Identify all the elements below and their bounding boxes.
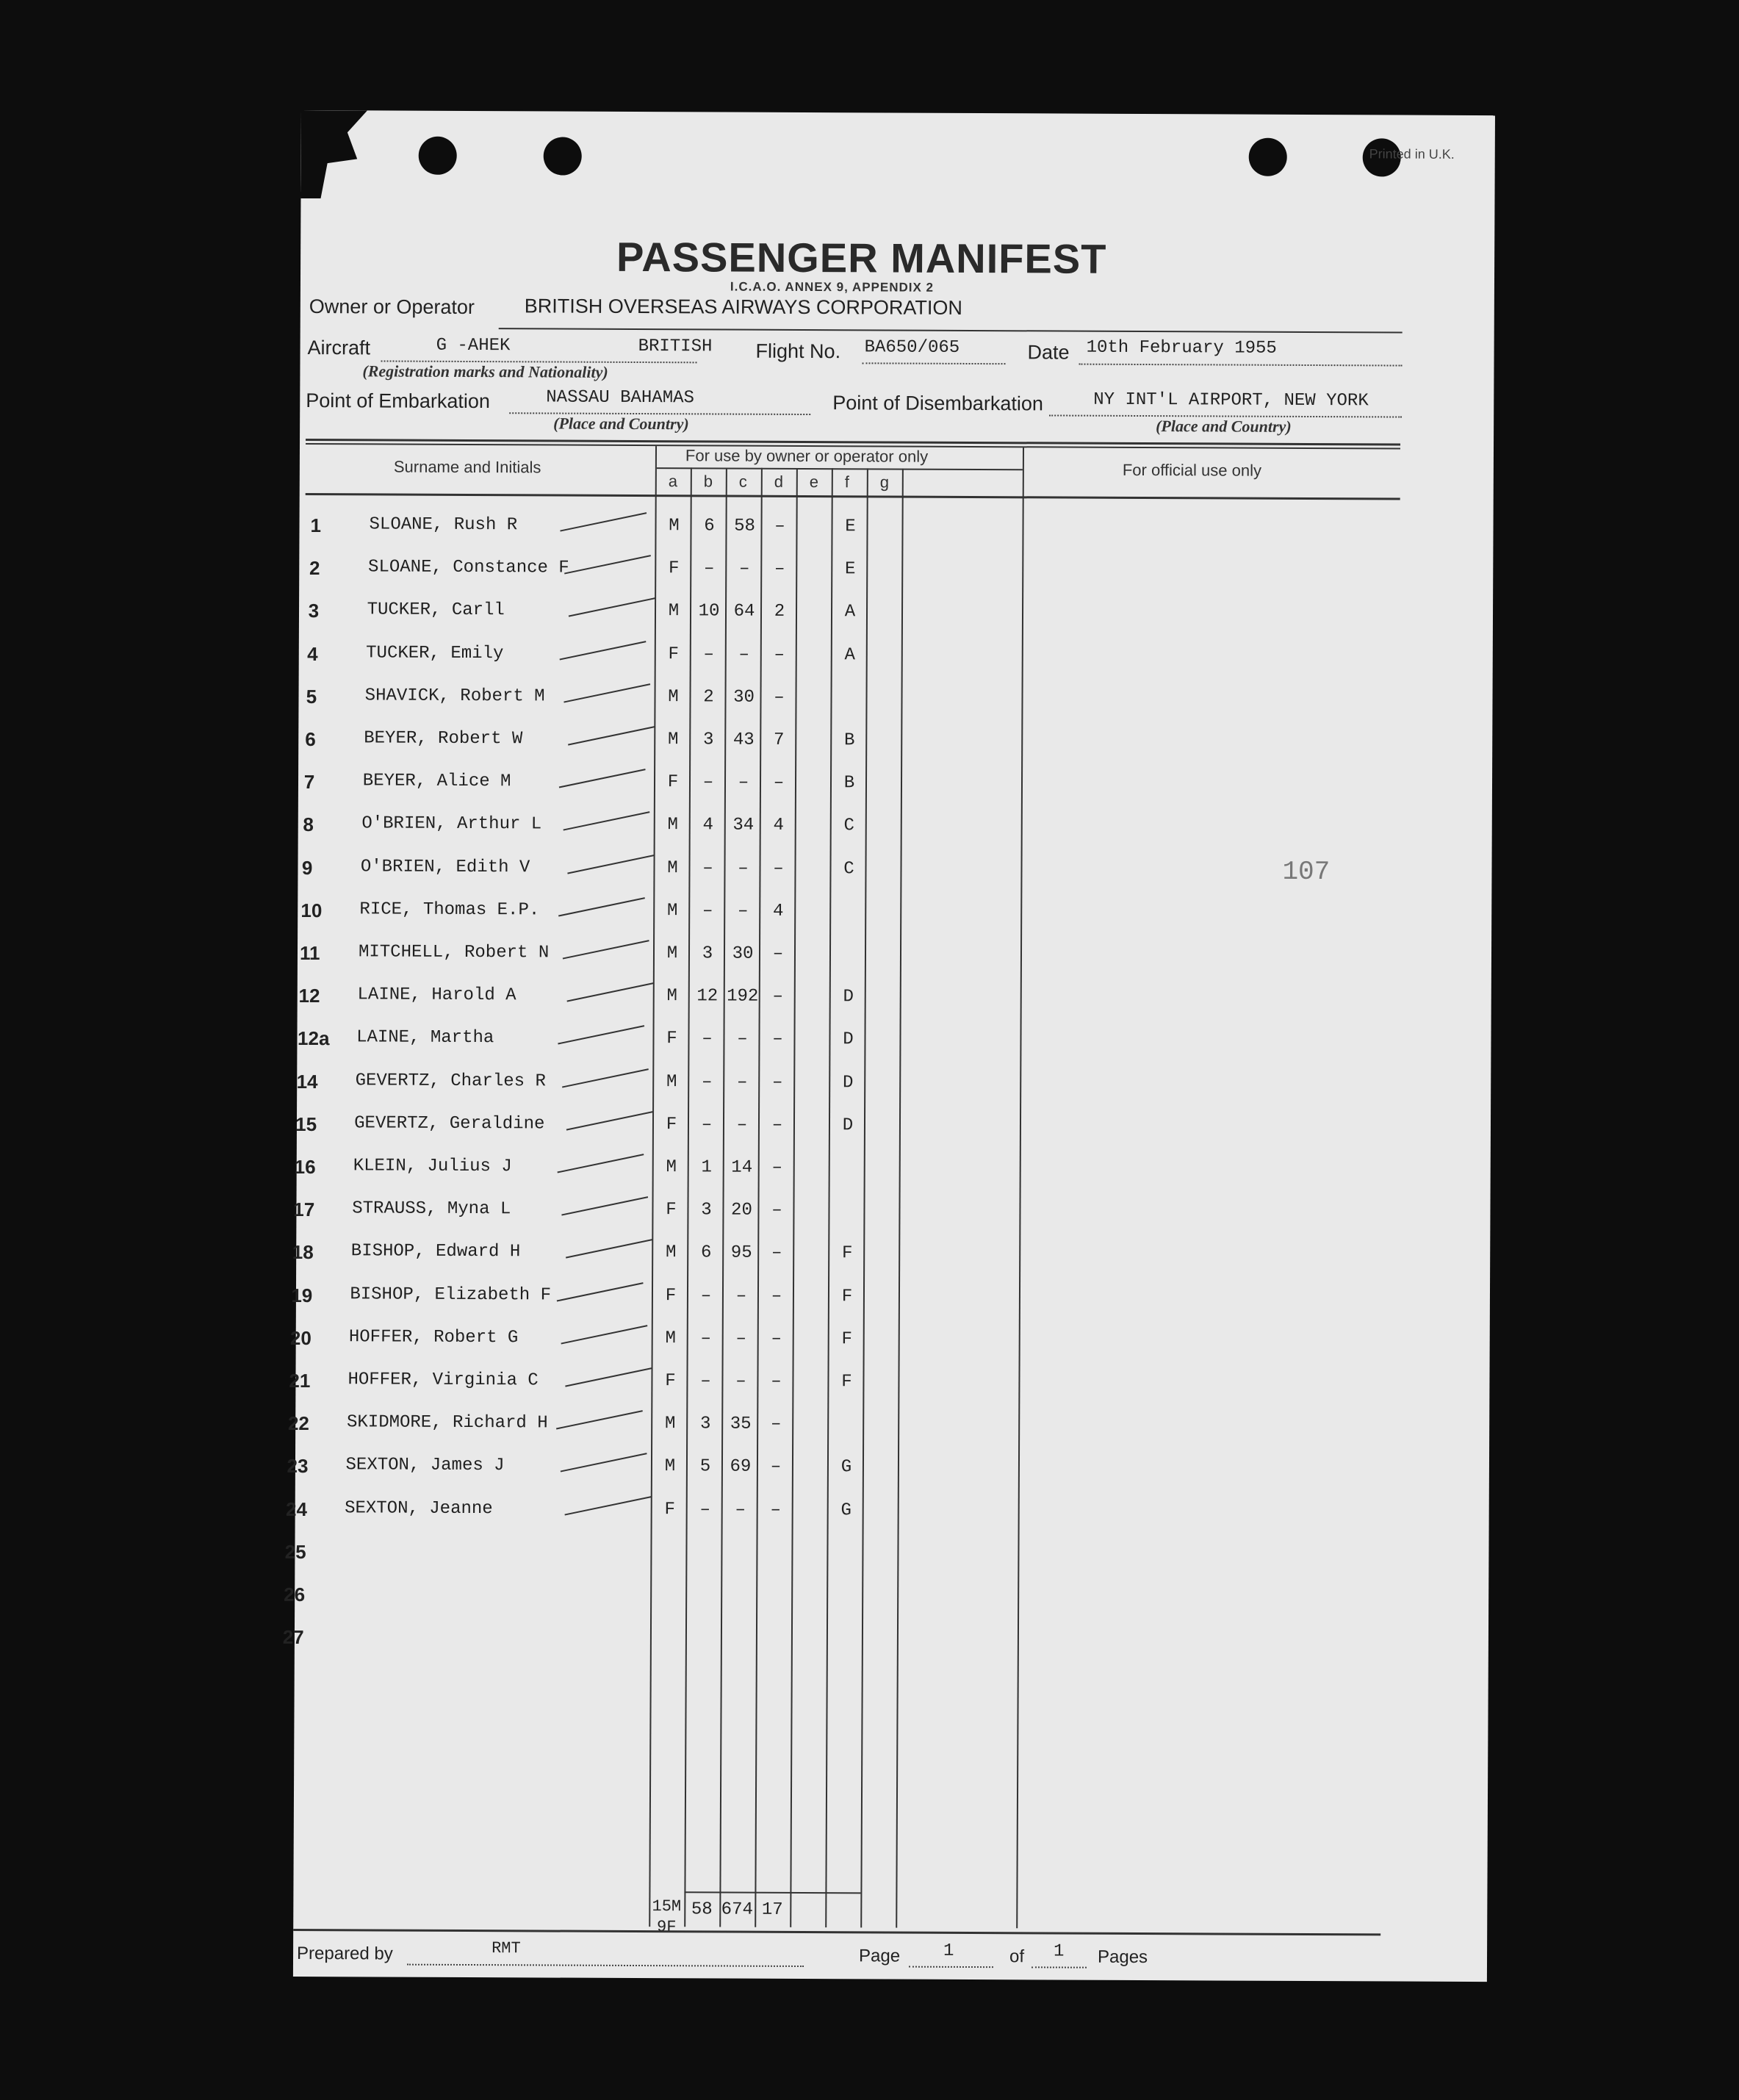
cell-c: – <box>736 1115 748 1135</box>
cell-c: 192 <box>727 986 759 1007</box>
cell-a: F <box>666 1200 677 1220</box>
cell-a: M <box>665 1243 677 1263</box>
cell-c: 43 <box>732 730 755 750</box>
cell-c: – <box>738 644 750 665</box>
punch-hole <box>419 137 457 175</box>
cell-a: F <box>666 1029 677 1049</box>
cell-a: M <box>666 900 678 921</box>
disembark-label: Point of Disembarkation <box>832 392 1043 415</box>
cell-c: – <box>735 1371 746 1392</box>
row-number: 22 <box>287 1412 310 1435</box>
punch-hole <box>544 137 582 175</box>
date-label: Date <box>1027 341 1070 364</box>
embark-value: NASSAU BAHAMAS <box>546 387 694 409</box>
passenger-name: LAINE, Harold A <box>357 985 516 1006</box>
passenger-name: SLOANE, Constance F <box>368 557 569 578</box>
row-number: 25 <box>284 1540 306 1563</box>
cell-b: 6 <box>704 516 715 536</box>
cell-a: M <box>667 857 678 878</box>
row-number: 1 <box>310 514 322 537</box>
of-label: of <box>1009 1946 1025 1967</box>
passenger-name: O'BRIEN, Arthur L <box>361 813 542 835</box>
cell-b: 12 <box>696 986 719 1007</box>
cell-a: F <box>664 1499 675 1520</box>
row-number: 26 <box>284 1583 306 1606</box>
cell-d: – <box>772 1029 783 1050</box>
cell-c: 58 <box>734 516 756 536</box>
cell-f: E <box>845 517 856 537</box>
check-mark <box>564 812 650 831</box>
cell-f: F <box>841 1329 852 1350</box>
row-number: 20 <box>289 1326 312 1349</box>
check-mark <box>560 641 647 660</box>
cell-a: M <box>666 986 678 1007</box>
passenger-name: TUCKER, Carll <box>367 600 505 621</box>
official-stamp: 107 <box>1282 856 1331 888</box>
embark-label: Point of Embarkation <box>306 389 490 413</box>
cell-d: – <box>771 1200 782 1221</box>
flight-label: Flight No. <box>755 339 841 363</box>
cell-b: – <box>701 1071 713 1093</box>
cell-a: M <box>665 1328 676 1349</box>
row-number: 10 <box>300 899 323 921</box>
cell-b: 3 <box>701 1200 712 1220</box>
cell-f: D <box>842 1115 854 1136</box>
cell-b: – <box>702 901 713 921</box>
cell-c: 20 <box>731 1200 752 1220</box>
cell-c: 35 <box>730 1414 752 1434</box>
cell-a: F <box>668 644 680 664</box>
cell-b: 5 <box>699 1456 711 1477</box>
cell-f: G <box>840 1457 852 1478</box>
check-mark <box>557 1154 644 1173</box>
cell-d: – <box>770 1414 782 1435</box>
cell-c: 69 <box>730 1456 752 1478</box>
passenger-name: GEVERTZ, Geraldine <box>354 1113 545 1134</box>
cell-b: – <box>702 1029 713 1049</box>
torn-corner <box>300 110 367 198</box>
prepared-label: Prepared by <box>296 1943 393 1964</box>
cell-d: – <box>771 1286 782 1306</box>
passenger-name: KLEIN, Julius J <box>353 1156 512 1177</box>
cell-a: M <box>666 943 678 964</box>
row-number: 15 <box>295 1112 317 1135</box>
cell-c: – <box>737 901 749 921</box>
cell-a: F <box>667 772 679 793</box>
passenger-name: SEXTON, James J <box>345 1455 505 1476</box>
row-number: 4 <box>307 642 318 665</box>
cell-f: D <box>842 1072 854 1093</box>
column-letter-e: e <box>809 472 819 492</box>
cell-d: – <box>770 1500 781 1520</box>
passenger-name: TUCKER, Emily <box>366 642 504 664</box>
check-mark <box>561 1196 648 1215</box>
owner-label: Owner or Operator <box>309 295 475 319</box>
total-c: 674 <box>721 1899 753 1920</box>
cell-f: G <box>840 1500 852 1520</box>
cell-c: 30 <box>733 687 755 708</box>
passenger-name: LAINE, Martha <box>356 1027 494 1049</box>
cell-f: D <box>843 987 854 1007</box>
column-letter-c: c <box>738 472 747 491</box>
cell-a: M <box>668 730 679 750</box>
passenger-name: STRAUSS, Myna L <box>352 1198 511 1220</box>
cell-c: 95 <box>730 1243 752 1264</box>
cell-c: 64 <box>733 601 755 622</box>
owner-value: BRITISH OVERSEAS AIRWAYS CORPORATION <box>524 295 963 319</box>
total-d: 17 <box>761 1899 783 1920</box>
nationality-value: BRITISH <box>638 337 713 357</box>
check-mark <box>559 769 646 788</box>
cell-a: F <box>669 558 680 579</box>
date-value: 10th February 1955 <box>1086 337 1277 359</box>
cell-d: – <box>771 1072 783 1093</box>
aircraft-value: G -AHEK <box>436 335 511 356</box>
check-mark <box>565 1367 652 1387</box>
passenger-name: BISHOP, Elizabeth F <box>350 1284 552 1306</box>
check-mark <box>560 512 647 531</box>
column-letter-f: f <box>844 472 849 492</box>
cell-f: C <box>843 858 854 879</box>
printed-note: Printed in U.K. <box>1369 146 1455 162</box>
row-number: 23 <box>287 1455 309 1478</box>
cell-b: 6 <box>700 1243 712 1263</box>
cell-d: – <box>774 644 785 665</box>
cell-c: 14 <box>731 1157 753 1178</box>
cell-b: – <box>700 1285 712 1306</box>
check-mark <box>569 598 655 617</box>
cell-a: F <box>665 1371 676 1392</box>
check-mark <box>561 1453 647 1472</box>
name-column-header: Surname and Initials <box>393 457 541 477</box>
check-mark <box>567 982 654 1002</box>
cell-b: 3 <box>699 1414 711 1434</box>
check-mark <box>558 1026 644 1045</box>
passenger-name: SHAVICK, Robert M <box>364 686 545 707</box>
cell-b: 1 <box>701 1157 712 1178</box>
passenger-name: O'BRIEN, Edith V <box>360 856 530 877</box>
cell-d: – <box>771 1328 782 1349</box>
cell-f: C <box>843 816 855 836</box>
aircraft-caption: (Registration marks and Nationality) <box>362 362 608 381</box>
check-mark <box>558 897 645 916</box>
cell-c: 30 <box>732 943 754 964</box>
row-number: 21 <box>289 1369 311 1392</box>
cell-d: – <box>774 559 785 580</box>
cell-a: M <box>666 1071 677 1092</box>
column-letter-a: a <box>668 472 678 491</box>
cell-a: F <box>666 1114 677 1135</box>
cell-b: 4 <box>702 815 714 835</box>
passenger-name: RICE, Thomas E.P. <box>359 899 540 921</box>
passenger-name: SEXTON, Jeanne <box>345 1497 493 1519</box>
cell-d: – <box>772 986 784 1007</box>
embark-caption: (Place and Country) <box>553 414 689 434</box>
passenger-name: MITCHELL, Robert N <box>358 942 550 963</box>
check-mark <box>564 555 651 574</box>
cell-f: B <box>844 730 855 751</box>
row-number: 6 <box>305 728 316 751</box>
cell-c: 34 <box>732 815 755 836</box>
cell-b: – <box>702 857 713 879</box>
row-number: 7 <box>303 771 315 794</box>
row-number: 14 <box>296 1070 318 1093</box>
row-number: 9 <box>301 856 313 879</box>
total-a-line2: 9F <box>656 1918 677 1937</box>
cell-f: A <box>844 602 856 622</box>
manifest-sheet <box>282 110 1495 1982</box>
prepared-value: RMT <box>492 1939 521 1958</box>
check-mark <box>564 1496 651 1515</box>
punch-hole <box>1249 138 1287 176</box>
row-number: 12 <box>298 985 320 1007</box>
column-letter-g: g <box>879 472 890 492</box>
check-mark <box>564 683 650 702</box>
check-mark <box>557 1282 644 1301</box>
pages-label: Pages <box>1097 1946 1148 1968</box>
cell-a: M <box>666 1157 677 1178</box>
cell-d: 4 <box>773 816 785 836</box>
cell-d: – <box>772 943 784 964</box>
check-mark <box>561 1325 647 1344</box>
passenger-name: HOFFER, Virginia C <box>348 1370 539 1391</box>
passenger-name: GEVERTZ, Charles R <box>355 1070 546 1092</box>
cell-c: – <box>738 772 749 793</box>
row-number: 5 <box>306 685 317 708</box>
cell-f: A <box>844 644 856 665</box>
owner-use-header: For use by owner or operator only <box>685 446 929 466</box>
page-label: Page <box>858 1946 901 1966</box>
row-number: 17 <box>293 1198 315 1221</box>
cell-d: 2 <box>774 602 785 622</box>
disembark-caption: (Place and Country) <box>1156 417 1292 436</box>
cell-a: M <box>664 1414 676 1434</box>
cell-f: F <box>841 1286 853 1306</box>
row-number: 8 <box>303 813 314 836</box>
cell-f: D <box>843 1029 854 1050</box>
cell-f: F <box>841 1372 852 1392</box>
passenger-name: BEYER, Robert W <box>364 728 523 749</box>
cell-c: – <box>735 1500 746 1520</box>
cell-c: – <box>735 1286 747 1306</box>
check-mark <box>568 726 655 745</box>
cell-b: – <box>700 1328 711 1349</box>
row-number: 11 <box>299 942 320 965</box>
check-mark <box>567 855 654 874</box>
row-number: 3 <box>308 600 320 622</box>
row-number: 24 <box>286 1497 308 1520</box>
cell-b: 2 <box>703 687 714 708</box>
cell-c: – <box>737 1029 748 1050</box>
flight-value: BA650/065 <box>864 337 960 358</box>
cell-b: 10 <box>698 601 720 622</box>
cell-f: E <box>845 559 856 580</box>
of-value: 1 <box>1054 1941 1065 1962</box>
cell-d: – <box>771 1157 782 1178</box>
divider <box>499 328 1403 333</box>
row-number: 12a <box>298 1027 330 1050</box>
check-mark <box>556 1410 643 1429</box>
cell-c: – <box>738 858 749 879</box>
cell-d: – <box>771 1115 783 1135</box>
cell-b: – <box>703 644 715 665</box>
passenger-name: SLOANE, Rush R <box>369 514 518 536</box>
passenger-name: BISHOP, Edward H <box>350 1241 521 1262</box>
passenger-name: BEYER, Alice M <box>362 771 511 792</box>
cell-a: M <box>664 1456 676 1477</box>
cell-c: – <box>735 1328 746 1349</box>
cell-f: F <box>841 1243 853 1264</box>
cell-f: B <box>843 773 855 794</box>
passenger-name: HOFFER, Robert G <box>348 1327 519 1348</box>
total-a-line1: 15M <box>652 1897 682 1916</box>
cell-b: – <box>701 1115 713 1135</box>
cell-d: – <box>773 858 784 879</box>
total-b: 58 <box>691 1899 713 1920</box>
cell-b: 3 <box>702 943 713 964</box>
column-letter-b: b <box>703 472 713 491</box>
official-use-header: For official use only <box>1122 460 1262 480</box>
cell-a: M <box>669 516 680 536</box>
cell-c: – <box>736 1072 748 1093</box>
column-letter-d: d <box>774 472 784 491</box>
page-title: PASSENGER MANIFEST <box>616 233 1107 282</box>
cell-a: M <box>667 815 679 835</box>
check-mark <box>566 1240 652 1259</box>
cell-d: 7 <box>774 730 785 750</box>
cell-b: – <box>702 772 714 793</box>
check-mark <box>563 940 649 959</box>
aircraft-label: Aircraft <box>307 337 371 359</box>
cell-a: M <box>668 601 680 622</box>
cell-d: – <box>770 1457 782 1478</box>
check-mark <box>566 1111 653 1130</box>
cell-a: F <box>665 1285 677 1306</box>
cell-c: – <box>739 558 750 579</box>
passenger-name: SKIDMORE, Richard H <box>346 1412 548 1434</box>
page-subtitle: I.C.A.O. ANNEX 9, APPENDIX 2 <box>730 279 935 295</box>
row-number: 19 <box>291 1284 313 1306</box>
cell-d: – <box>774 516 785 536</box>
row-number: 2 <box>309 557 320 580</box>
cell-d: – <box>771 1243 782 1264</box>
page-value: 1 <box>943 1941 954 1961</box>
row-number: 16 <box>294 1155 316 1179</box>
cell-d: 4 <box>772 901 784 921</box>
row-number: 27 <box>282 1626 304 1649</box>
cell-a: M <box>668 686 679 708</box>
check-mark <box>562 1068 649 1087</box>
cell-b: – <box>700 1371 711 1392</box>
disembark-value: NY INT'L AIRPORT, NEW YORK <box>1093 389 1369 411</box>
cell-b: 3 <box>703 730 714 750</box>
cell-d: – <box>773 773 785 794</box>
cell-b: – <box>699 1499 710 1520</box>
cell-d: – <box>771 1371 782 1392</box>
cell-d: – <box>774 687 785 708</box>
row-number: 18 <box>292 1241 314 1264</box>
cell-b: – <box>704 558 715 579</box>
